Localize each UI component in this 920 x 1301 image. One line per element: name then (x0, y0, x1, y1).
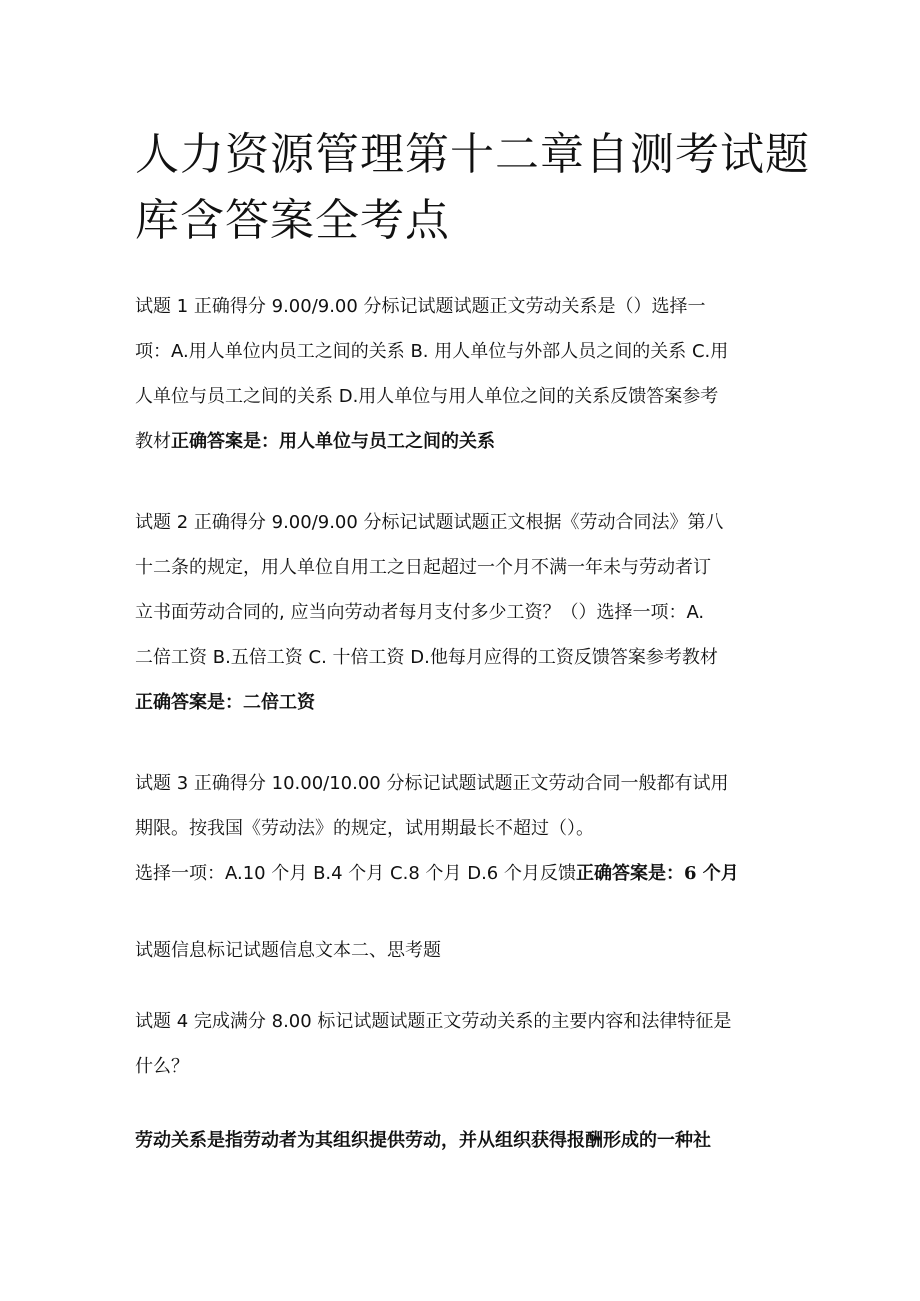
question-3-line-1: 试题 3 正确得分 10.00/10.00 分标记试题试题正文劳动合同一般都有试用 (135, 773, 729, 794)
question-1-answer: 正确答案是：用人单位与员工之间的关系 (171, 431, 495, 452)
answer-4-line-1: 劳动关系是指劳动者为其组织提供劳动，并从组织获得报酬形成的一种社 (135, 1130, 711, 1151)
question-3 (135, 761, 795, 896)
question-3-line-2: 期限。按我国《劳动法》的规定，试用期最长不超过（）。 (135, 818, 594, 839)
document-title (135, 122, 810, 254)
question-3-answer-value: 6 个月 (683, 863, 739, 884)
question-2-line-1: 试题 2 正确得分 9.00/9.00 分标记试题试题正文根据《劳动合同法》第八 (135, 512, 724, 533)
question-2-answer: 正确答案是：二倍工资 (135, 692, 315, 713)
title-line-2: 库含答案全考点 (135, 195, 450, 246)
question-3-options: 选择一项：A.10 个月 B.4 个月 C.8 个月 D.6 个月反馈 (135, 863, 576, 884)
question-1-tail: 教材 (135, 431, 171, 452)
question-3-line-3 (135, 851, 795, 896)
title-line-1: 人力资源管理第十二章自测考试题 (135, 129, 810, 180)
question-1-line-3: 人单位与员工之间的关系 D.用人单位与用人单位之间的关系反馈答案参考 (135, 386, 719, 407)
question-2-line-2: 十二条的规定，用人单位自用工之日起超过一个月不满一年未与劳动者订 (135, 557, 711, 578)
question-3-answer-label: 正确答案是： (575, 863, 684, 884)
question-4-line-1: 试题 4 完成满分 8.00 标记试题试题正文劳动关系的主要内容和法律特征是 (135, 1011, 732, 1032)
question-1-line-1: 试题 1 正确得分 9.00/9.00 分标记试题试题正文劳动关系是（）选择一 (135, 296, 706, 317)
question-1-line-4 (135, 419, 795, 464)
answer-4 (135, 1118, 795, 1163)
question-4 (135, 999, 795, 1089)
question-1-line-2: 项：A.用人单位内员工之间的关系 B. 用人单位与外部人员之间的关系 C.用 (135, 341, 729, 362)
section-info (135, 928, 795, 973)
question-4-line-2: 什么？ (135, 1056, 189, 1077)
question-2-line-4: 二倍工资 B.五倍工资 C. 十倍工资 D.他每月应得的工资反馈答案参考教材 (135, 647, 718, 668)
section-info-text: 试题信息标记试题信息文本二、思考题 (135, 940, 441, 961)
question-1 (135, 284, 795, 464)
question-2-line-3: 立书面劳动合同的, 应当向劳动者每月支付多少工资？（）选择一项：A. (135, 602, 705, 623)
question-2 (135, 500, 795, 725)
